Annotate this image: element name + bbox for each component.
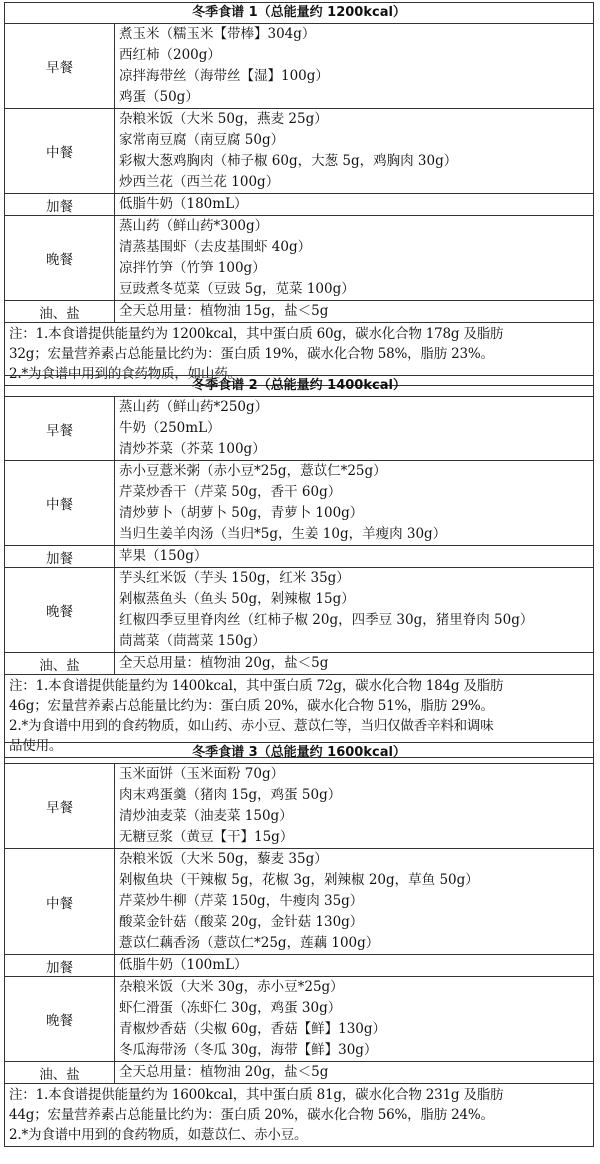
dish-item: 清炒油麦菜（油麦菜 150g）: [119, 808, 293, 824]
meal-items: [115, 109, 593, 193]
meal-row: [5, 955, 593, 977]
dish-item: 玉米面饼（玉米面粉 70g）: [119, 766, 285, 782]
meal-row: [5, 24, 593, 109]
dish-item: 杂粮米饭（大米 50g，藜麦 35g）: [119, 851, 328, 867]
note-line: 2.*为食谱中用到的食药物质，如山药、赤小豆、薏苡仁等，当归仅做香辛料和调味: [9, 718, 494, 734]
dish-item: 清蒸基围虾（去皮基围虾 40g）: [119, 239, 312, 255]
dish-item: 凉拌海带丝（海带丝【湿】100g）: [119, 68, 329, 84]
recipe-table-2: [4, 375, 594, 758]
meal-row: [5, 546, 593, 568]
meal-label: 油、盐: [5, 1062, 115, 1083]
meal-items: [115, 301, 593, 322]
dish-item: 酸菜金针菇（酸菜 20g，金针菇 130g）: [119, 914, 364, 930]
meal-label: 油、盐: [5, 301, 115, 322]
dish-item: 全天总用量：植物油 15g，盐＜5g: [119, 303, 329, 319]
dish-item: 芋头红米饭（芋头 150g，红米 35g）: [119, 570, 350, 586]
meal-items: [115, 461, 593, 545]
meal-row: [5, 653, 593, 675]
note-line: 44g；宏量营养素占总能量比约为：蛋白质 20%，碳水化合物 56%，脂肪 24%。: [9, 1107, 494, 1123]
dish-item: 煮玉米（糯玉米【带棒】304g）: [119, 26, 316, 42]
dish-item: 芹菜炒香干（芹菜 50g，香干 60g）: [119, 484, 342, 500]
dish-item: 蒸山药（鲜山药*250g）: [119, 399, 269, 415]
recipe-title: 冬季食谱 3（总能量约 1600kcal）: [5, 743, 593, 764]
dish-item: 豆豉煮冬苋菜（豆豉 5g，苋菜 100g）: [119, 281, 355, 297]
meal-row: [5, 849, 593, 955]
dish-item: 无糖豆浆（黄豆【干】15g）: [119, 829, 294, 845]
meal-items: [115, 397, 593, 460]
dish-item: 青椒炒香菇（尖椒 60g，香菇【鲜】130g）: [119, 1021, 387, 1037]
dish-item: 冬瓜海带汤（冬瓜 30g，海带【鲜】30g）: [119, 1042, 378, 1058]
meal-items: [115, 977, 593, 1061]
meal-label: 中餐: [5, 461, 115, 545]
dish-item: 蒸山药（鲜山药*300g）: [119, 218, 269, 234]
dish-item: 炒西兰花（西兰花 100g）: [119, 174, 280, 190]
meal-row: [5, 977, 593, 1062]
meal-items: [115, 194, 593, 215]
meal-row: [5, 194, 593, 216]
meal-row: [5, 1062, 593, 1084]
dish-item: 剁椒蒸鱼头（鱼头 50g，剁辣椒 15g）: [119, 591, 355, 607]
dish-item: 全天总用量：植物油 20g，盐＜5g: [119, 655, 329, 671]
note-line: 2.*为食谱中用到的食药物质，如薏苡仁、赤小豆。: [9, 1127, 308, 1143]
meal-label: 中餐: [5, 109, 115, 193]
note-line: 注：1.本食谱提供能量约为 1600kcal，其中蛋白质 81g，碳水化合物 231g 及脂肪: [9, 1087, 504, 1103]
dish-item: 薏苡仁藕香汤（薏苡仁*25g，莲藕 100g）: [119, 935, 380, 951]
recipe-title: 冬季食谱 1（总能量约 1200kcal）: [5, 3, 593, 24]
meal-label: 晚餐: [5, 977, 115, 1061]
dish-item: 全天总用量：植物油 20g，盐＜5g: [119, 1064, 329, 1080]
dish-item: 当归生姜羊肉汤（当归*5g，生姜 10g，羊瘦肉 30g）: [119, 526, 447, 542]
meal-row: [5, 216, 593, 301]
recipe-title: 冬季食谱 2（总能量约 1400kcal）: [5, 376, 593, 397]
meal-row: [5, 461, 593, 546]
recipe-notes: [5, 1084, 593, 1147]
recipe-table-3: [4, 742, 594, 1147]
meal-items: [115, 216, 593, 300]
note-line: 2.*为食谱中用到的食药物质，如山药。: [9, 366, 241, 382]
dish-item: 赤小豆薏米粥（赤小豆*25g，薏苡仁*25g）: [119, 463, 387, 479]
dish-item: 西红柿（200g）: [119, 47, 221, 63]
dish-item: 红椒四季豆里脊肉丝（红柿子椒 20g，四季豆 30g，猪里脊肉 50g）: [119, 612, 534, 628]
dish-item: 苹果（150g）: [119, 548, 208, 564]
dish-item: 彩椒大葱鸡胸肉（柿子椒 60g，大葱 5g，鸡胸肉 30g）: [119, 153, 458, 169]
note-line: 注：1.本食谱提供能量约为 1200kcal，其中蛋白质 60g，碳水化合物 178g 及脂肪: [9, 326, 504, 342]
dish-item: 牛奶（250mL）: [119, 420, 221, 436]
meal-row: [5, 109, 593, 194]
meal-items: [115, 764, 593, 848]
dish-item: 剁椒鱼块（干辣椒 5g，花椒 3g，剁辣椒 20g，草鱼 50g）: [119, 872, 479, 888]
dish-item: 低脂牛奶（180mL）: [119, 196, 248, 212]
dish-item: 杂粮米饭（大米 30g，赤小豆*25g）: [119, 979, 344, 995]
dish-item: 清炒萝卜（胡萝卜 50g，青萝卜 100g）: [119, 505, 364, 521]
meal-label: 晚餐: [5, 216, 115, 300]
dish-item: 鸡蛋（50g）: [119, 89, 199, 105]
meal-items: [115, 1062, 593, 1083]
meal-label: 加餐: [5, 955, 115, 976]
meal-row: [5, 301, 593, 323]
meal-items: [115, 24, 593, 108]
meal-label: 中餐: [5, 849, 115, 954]
dish-item: 芹菜炒牛柳（芹菜 150g，牛瘦肉 35g）: [119, 893, 364, 909]
note-line: 注：1.本食谱提供能量约为 1400kcal，其中蛋白质 72g，碳水化合物 184g 及脂肪: [9, 678, 504, 694]
meal-items: [115, 546, 593, 567]
meal-row: [5, 397, 593, 461]
meal-items: [115, 849, 593, 954]
dish-item: 杂粮米饭（大米 50g，燕麦 25g）: [119, 111, 328, 127]
dish-item: 虾仁滑蛋（冻虾仁 30g，鸡蛋 30g）: [119, 1000, 342, 1016]
meal-items: [115, 955, 593, 976]
meal-label: 加餐: [5, 546, 115, 567]
meal-row: [5, 568, 593, 653]
meal-label: 油、盐: [5, 653, 115, 674]
dish-item: 肉末鸡蛋羹（猪肉 15g，鸡蛋 50g）: [119, 787, 342, 803]
meal-label: 早餐: [5, 764, 115, 848]
meal-row: [5, 764, 593, 849]
note-line: 品使用。: [9, 738, 63, 754]
meal-label: 早餐: [5, 397, 115, 460]
note-line: 46g；宏量营养素占总能量比约为：蛋白质 20%，碳水化合物 51%，脂肪 29%。: [9, 698, 494, 714]
dish-item: 清炒芥菜（芥菜 100g）: [119, 441, 266, 457]
meal-label: 加餐: [5, 194, 115, 215]
dish-item: 茼蒿菜（茼蒿菜 150g）: [119, 633, 266, 649]
note-line: 32g；宏量营养素占总能量比约为：蛋白质 19%，碳水化合物 58%，脂肪 23%。: [9, 346, 494, 362]
meal-label: 晚餐: [5, 568, 115, 652]
meal-items: [115, 568, 593, 652]
meal-label: 早餐: [5, 24, 115, 108]
dish-item: 凉拌竹笋（竹笋 100g）: [119, 260, 266, 276]
dish-item: 低脂牛奶（100mL）: [119, 957, 248, 973]
meal-items: [115, 653, 593, 674]
dish-item: 家常南豆腐（南豆腐 50g）: [119, 132, 285, 148]
recipe-table-1: [4, 2, 594, 386]
